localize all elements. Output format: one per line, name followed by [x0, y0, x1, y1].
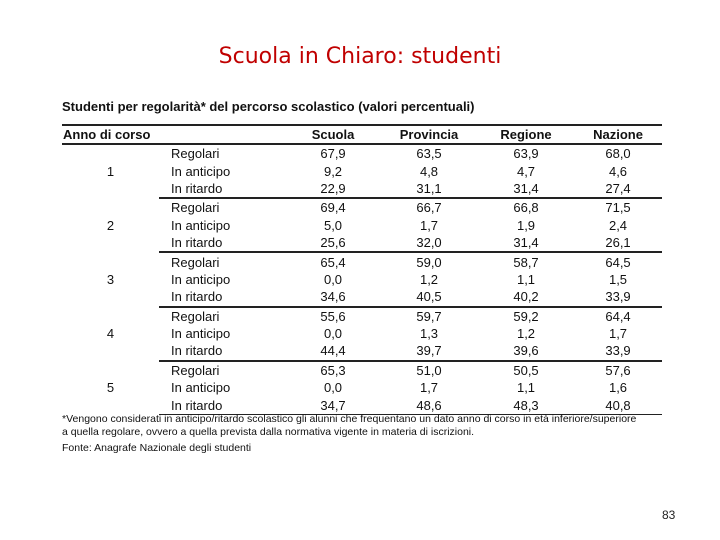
category-cell: In anticipo [171, 271, 231, 287]
value-cell: 33,9 [605, 343, 631, 359]
category-cell: In ritardo [171, 235, 223, 251]
table-row [62, 307, 662, 325]
value-cell: 64,4 [574, 307, 662, 325]
header-scuola: Scuola [286, 125, 380, 144]
header-nazione: Nazione [574, 125, 662, 144]
value-cell: 40,5 [416, 289, 442, 305]
year-cell: 5 [106, 380, 115, 396]
table-header-row [62, 125, 662, 144]
table-source: Fonte: Anagrafe Nazionale degli studenti [62, 442, 252, 454]
value-cell: 39,6 [513, 343, 539, 359]
value-cell: 5,0 [323, 217, 343, 233]
value-cell: 1,2 [419, 271, 439, 287]
category-cell: Regolari [159, 198, 286, 216]
year-cell: 1 [106, 164, 115, 180]
value-cell: 1,7 [608, 326, 628, 342]
table-row [62, 144, 662, 162]
table-row [62, 361, 662, 379]
value-cell: 0,0 [323, 380, 343, 396]
category-cell: Regolari [159, 307, 286, 325]
value-cell: 44,4 [320, 343, 346, 359]
value-cell: 0,0 [323, 326, 343, 342]
table-row [62, 252, 662, 270]
value-cell: 66,7 [380, 198, 478, 216]
value-cell: 2,4 [608, 217, 628, 233]
value-cell: 69,4 [286, 198, 380, 216]
value-cell: 1,2 [516, 326, 536, 342]
header-provincia: Provincia [380, 125, 478, 144]
value-cell: 34,7 [286, 396, 380, 414]
value-cell: 33,9 [605, 289, 631, 305]
year-cell: 2 [106, 217, 115, 233]
value-cell: 66,8 [478, 198, 574, 216]
value-cell: 55,6 [286, 307, 380, 325]
category-cell: In anticipo [171, 217, 231, 233]
category-cell: Regolari [159, 252, 286, 270]
table-row [62, 198, 662, 216]
student-regularity-table [62, 124, 662, 415]
value-cell: 25,6 [320, 235, 346, 251]
value-cell: 1,7 [419, 217, 439, 233]
value-cell: 67,9 [286, 144, 380, 162]
header-regione: Regione [478, 125, 574, 144]
value-cell: 31,1 [416, 180, 442, 196]
value-cell: 34,6 [320, 289, 346, 305]
value-cell: 65,3 [286, 361, 380, 379]
value-cell: 63,9 [478, 144, 574, 162]
value-cell: 1,1 [516, 271, 536, 287]
value-cell: 50,5 [478, 361, 574, 379]
value-cell: 51,0 [380, 361, 478, 379]
category-cell: In anticipo [171, 326, 231, 342]
value-cell: 26,1 [605, 235, 631, 251]
value-cell: 31,4 [513, 235, 539, 251]
category-cell: In anticipo [171, 380, 231, 396]
value-cell: 22,9 [320, 180, 346, 196]
value-cell: 1,1 [516, 380, 536, 396]
value-cell: 59,7 [380, 307, 478, 325]
category-cell: In ritardo [171, 180, 223, 196]
value-cell: 65,4 [286, 252, 380, 270]
value-cell: 59,0 [380, 252, 478, 270]
category-cell: In ritardo [159, 396, 286, 414]
value-cell: 63,5 [380, 144, 478, 162]
year-cell: 3 [106, 271, 115, 287]
value-cell: 48,3 [478, 396, 574, 414]
value-cell: 27,4 [605, 180, 631, 196]
value-cell: 48,6 [380, 396, 478, 414]
value-cell: 32,0 [416, 235, 442, 251]
value-cell: 71,5 [574, 198, 662, 216]
value-cell: 4,7 [516, 163, 536, 179]
value-cell: 1,9 [516, 217, 536, 233]
category-cell: In anticipo [171, 163, 231, 179]
value-cell: 59,2 [478, 307, 574, 325]
page-number: 83 [662, 508, 676, 522]
value-cell: 1,3 [419, 326, 439, 342]
value-cell: 1,7 [419, 380, 439, 396]
value-cell: 40,2 [513, 289, 539, 305]
value-cell: 58,7 [478, 252, 574, 270]
value-cell: 0,0 [323, 271, 343, 287]
value-cell: 57,6 [574, 361, 662, 379]
value-cell: 64,5 [574, 252, 662, 270]
table-footnote: *Vengono considerati in anticipo/ritardo scolastico gli alunni che frequentano un dato anno di corso in età inferiore/superiore a quella regolare, ovvero a quella prevista dalla normativa vigente in materia di iscrizioni. [62, 413, 637, 438]
value-cell: 1,5 [608, 271, 628, 287]
category-cell: Regolari [159, 361, 286, 379]
value-cell: 9,2 [323, 163, 343, 179]
value-cell: 39,7 [416, 343, 442, 359]
value-cell: 4,8 [419, 163, 439, 179]
category-cell: In ritardo [171, 289, 223, 305]
value-cell: 4,6 [608, 163, 628, 179]
value-cell: 40,8 [574, 396, 662, 414]
value-cell: 31,4 [513, 180, 539, 196]
slide-title: Scuola in Chiaro: studenti [218, 44, 502, 69]
table-title: Studenti per regolarità* del percorso scolastico (valori percentuali) [62, 99, 475, 114]
value-cell: 1,6 [608, 380, 628, 396]
value-cell: 68,0 [574, 144, 662, 162]
category-cell: In ritardo [171, 343, 223, 359]
header-anno-di-corso: Anno di corso [62, 125, 286, 144]
category-cell: Regolari [159, 144, 286, 162]
year-cell: 4 [106, 326, 115, 342]
